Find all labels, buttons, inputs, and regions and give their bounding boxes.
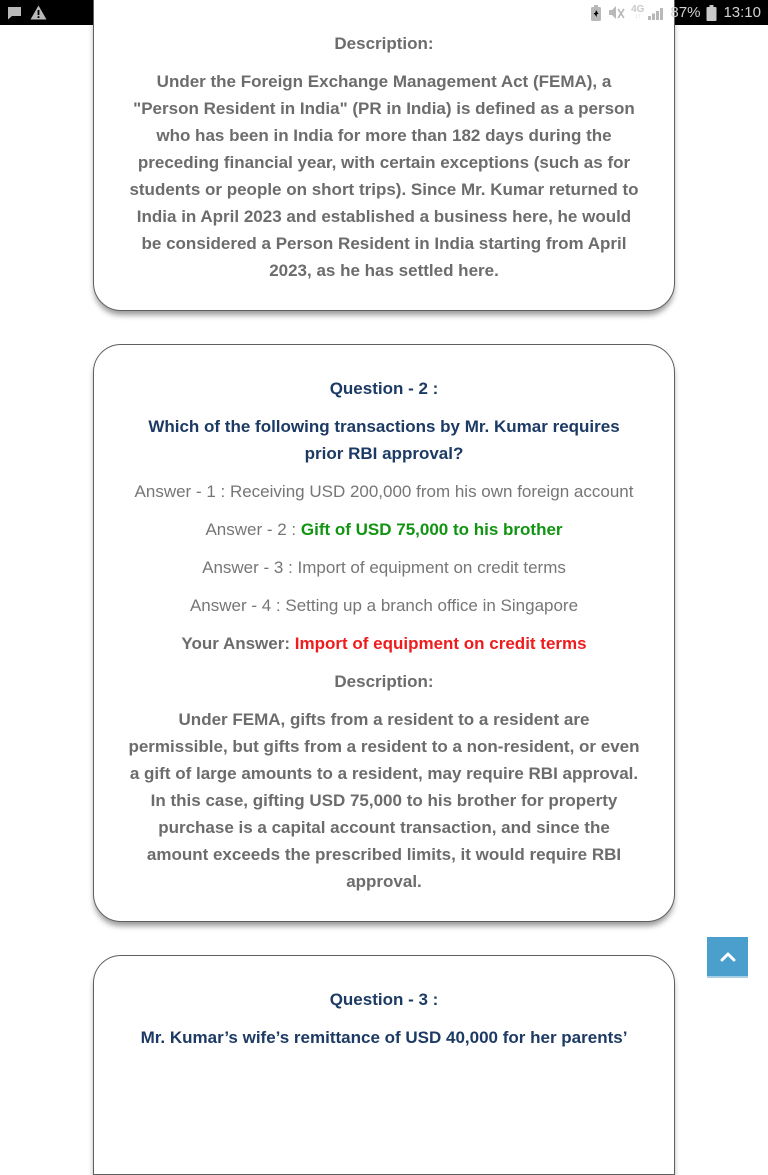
question-3-card xyxy=(93,955,675,1175)
answer-option-value: Setting up a branch office in Singapore xyxy=(285,596,579,615)
scroll-to-top-button[interactable] xyxy=(707,937,748,978)
answer-option-prefix: Answer - 2 : xyxy=(205,520,301,539)
your-answer-value: Import of equipment on credit terms xyxy=(294,634,587,653)
question-text: Which of the following transactions by Mr. Kumar requires prior RBI approval? xyxy=(148,417,620,463)
question-text: Mr. Kumar’s wife’s remittance of USD 40,000 for her parents’ xyxy=(140,1028,628,1047)
description-label: Description: xyxy=(334,34,434,53)
description-text: Under the Foreign Exchange Management Act (FEMA), a "Person Resident in India" (PR in India) is defined as a person who has been in India for more than 182 days during the preceding financial year, with certain exceptions (such as for students or people on short trips). Since Mr. Kumar returned to India in April 2023 and established a business here, he would be considered a Person Resident in India starting from April 2023, as he has settled here. xyxy=(129,72,639,280)
clock-label: 13:10 xyxy=(723,4,761,21)
description-label: Description: xyxy=(334,672,434,691)
network-activity-arrows: ↓↑ xyxy=(634,14,641,20)
question-2-card xyxy=(93,344,675,922)
answer-option-prefix: Answer - 3 : xyxy=(202,558,298,577)
answer-option-2 xyxy=(127,516,641,543)
warning-icon xyxy=(30,5,47,20)
battery-saver-icon xyxy=(590,5,602,21)
answer-option-1 xyxy=(127,478,641,505)
description-text: Under FEMA, gifts from a resident to a resident are permissible, but gifts from a resident to a non-resident, or even a gift of large amounts to a resident, may require RBI approval. In this case, gifting USD 75,000 to his brother for property purchase is a capital account transaction, and since the amount exceeds the prescribed limits, it would require RBI approval. xyxy=(128,710,640,891)
answer-option-prefix: Answer - 4 : xyxy=(189,596,286,615)
answer-option-value: Receiving USD 200,000 from his own foreign account xyxy=(229,482,634,501)
chat-bubble-icon xyxy=(7,6,22,20)
question-1-card xyxy=(93,0,675,311)
question-title: Question - 2 : xyxy=(329,379,439,398)
network-type-indicator xyxy=(631,5,644,20)
answer-option-value: Gift of USD 75,000 to his brother xyxy=(300,520,563,539)
network-type-label: 4G xyxy=(631,4,645,15)
question-title: Question - 3 : xyxy=(329,990,439,1009)
chevron-up-icon xyxy=(720,952,736,962)
your-answer-line xyxy=(127,630,641,657)
volume-muted-icon xyxy=(608,5,625,20)
answer-option-value: Import of equipment on credit terms xyxy=(297,558,566,577)
your-answer-label: Your Answer: xyxy=(181,634,295,653)
answer-option-4 xyxy=(127,592,641,619)
answer-option-3 xyxy=(127,554,641,581)
signal-strength-icon xyxy=(648,6,664,20)
battery-icon xyxy=(706,5,717,21)
answer-option-prefix: Answer - 1 : xyxy=(134,482,230,501)
battery-percent-label: 87% xyxy=(670,4,701,21)
